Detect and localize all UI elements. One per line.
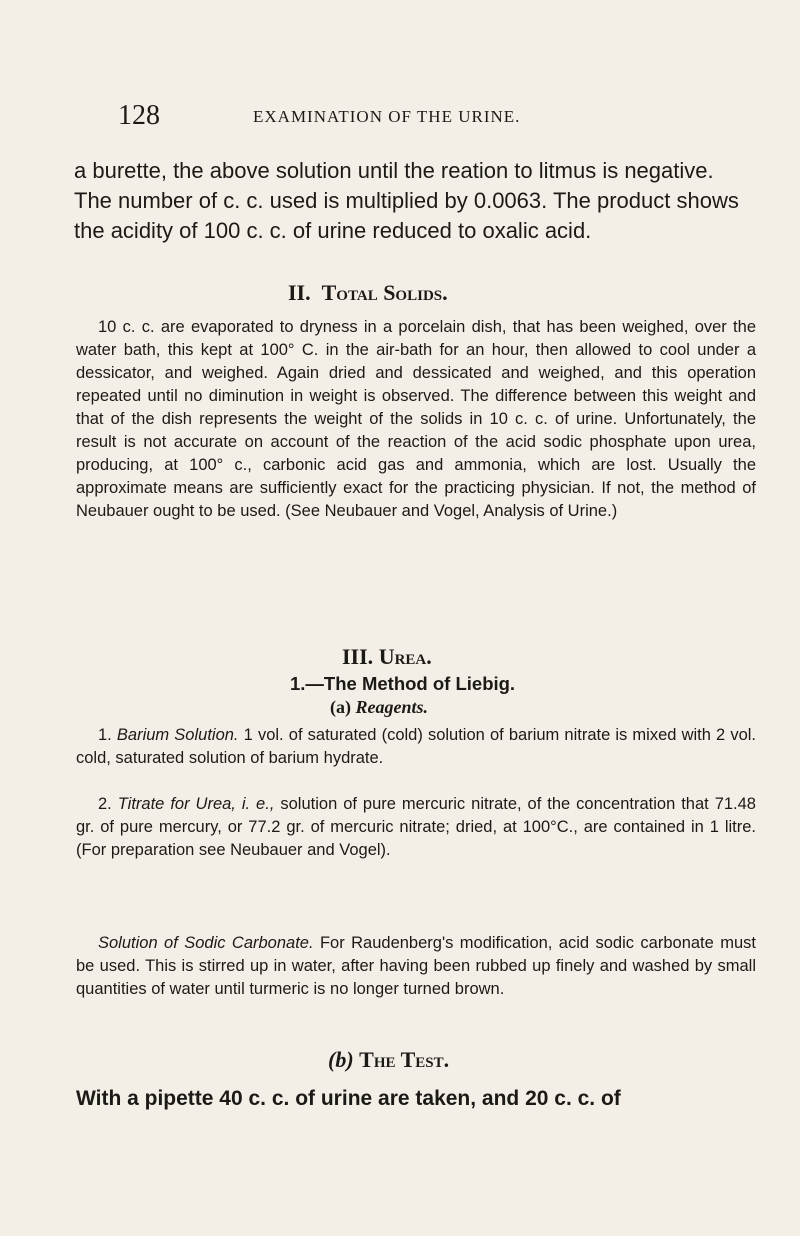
page-header [118,100,728,134]
total-solids-paragraph: 10 c. c. are evaporated to dryness in a porcelain dish, that has been weighed, over the water bath, this kept at 100° C. in the air-bath for an hour, then allowed to cool under a dessicator, and weighed. Again dried and dessicated and weighed, and this operation repeated until no diminution in weight is observed. The difference between this weight and that of the dish represents the weight of the solids in 10 c. c. of urine. Unfortunately, the result is not accurate on account of the reaction of the acid sodic phosphate upon urea, producing, at 100° c., carbonic acid gas and ammonia, which are lost. Usually the approximate means are sufficiently exact for the practicing physician. If not, the method of Neubauer ought to be used. (See Neubauer and Vogel, Analysis of Urine.) [76,318,756,520]
reagents-heading [330,697,428,718]
section-2-title: Total Solids. [321,280,448,305]
reagent-item-text: 1 vol. of saturated (cold) solution of barium nitrate is mixed with 2 vol. cold, saturated solution of barium hydrate. [76,726,757,767]
reagents-label: (a) [330,697,351,717]
reagent-item-title: Solution of Sodic Carbonate. [98,934,314,952]
section-3-heading [342,644,432,670]
method-heading: 1.—The Method of Liebig. [290,673,516,694]
reagents-title: Reagents. [355,697,429,717]
section-3-title: Urea. [378,644,432,669]
test-first-line: With a pipette 40 c. c. of urine are taken, and 20 c. c. of [76,1087,621,1110]
reagent-item-titrate [76,793,756,862]
reagent-item-title: Barium Solution. [116,726,239,744]
section-3-numeral: III. [342,644,374,669]
reagent-item-text: For Raudenberg's modification, acid sodic carbonate must be used. This is stirred up in water, after having been rubbed up finely and washed by small quantities of water until turmeric is no longer turned brown. [76,934,756,998]
reagent-item-text: solution of pure mercuric nitrate, of the concentration that 71.48 gr. of pure mercury, or 77.2 gr. of mercuric nitrate; dried, at 100°C., are contained in 1 litre. (For preparation see Neubauer and Vogel). [76,795,756,859]
reagent-item-barium [76,724,756,770]
intro-paragraph: a burette, the above solution until the reation to litmus is negative. The number of c. c. used is multiplied by 0.0063. The product shows the acidity of 100 c. c. of urine reduced to oxalic acid. [74,158,739,243]
test-label: (b) [328,1047,354,1072]
test-title: The Test. [359,1047,450,1072]
test-heading [328,1047,449,1073]
section-2-numeral: II. [288,280,311,305]
reagent-item-number: 2. [98,795,112,813]
running-head: EXAMINATION OF THE URINE. [253,107,521,126]
reagent-item-title: Titrate for Urea, i. e., [117,795,275,813]
section-2-heading [288,280,448,306]
page-number: 128 [118,100,160,131]
reagent-item-number: 1. [98,726,112,744]
reagent-item-sodic-carbonate [76,932,756,1001]
